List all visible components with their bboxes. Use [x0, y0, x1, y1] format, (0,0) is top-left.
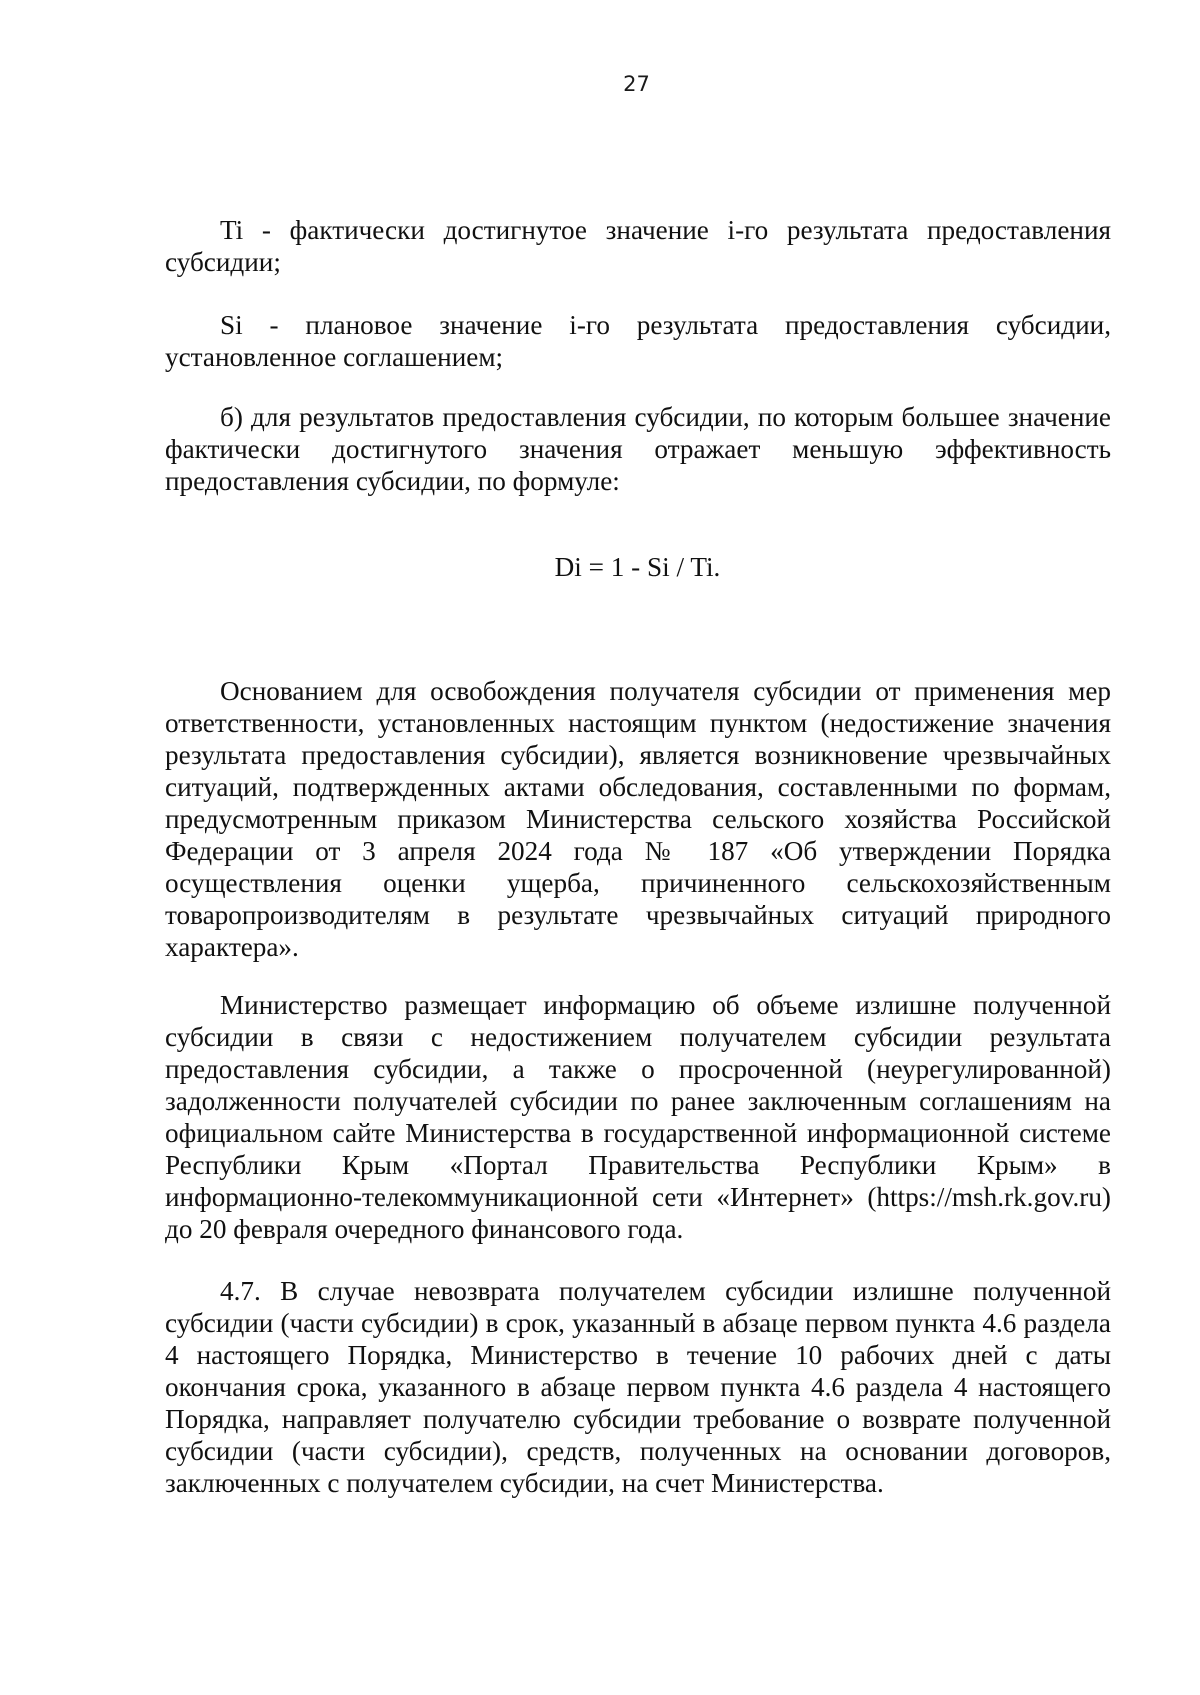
- paragraph-section-4-7: 4.7. В случае невозврата получателем субсидии излишне полученной субсидии (части субсидии) в срок, указанный в абзаце первом пункта 4.6 раздела 4 настоящего Порядка, Министерство в течение 10 рабочих дней с даты окончания срока, указанного в абзаце первом пункта 4.6 раздела 4 настоящего Порядка, направляет получателю субсидии требование о возврате полученной субсидии (части субсидии), средств, полученных на основании договоров, заключенных с получателем субсидии, на счет Министерства.: [165, 1276, 1111, 1499]
- page-number: 27: [623, 72, 650, 96]
- paragraph-exemption-basis: Основанием для освобождения получателя субсидии от применения мер ответственности, установленных настоящим пунктом (недостижение значения результата предоставления субсидии), является возникновение чрезвычайных ситуаций, подтвержденных актами обследования, составленными по формам, предусмотренным приказом Министерства сельского хозяйства Российской Федерации от 3 апреля 2024 года № 187 «Об утверждении Порядка осуществления оценки ущерба, причиненного сельскохозяйственным товаропроизводителям в результате чрезвычайных ситуаций природного характера».: [165, 676, 1111, 963]
- paragraph-si-definition: Si - плановое значение i-го результата предоставления субсидии, установленное соглашением;: [165, 310, 1111, 373]
- paragraph-ti-definition: Ti - фактически достигнутое значение i-го результата предоставления субсидии;: [165, 215, 1111, 278]
- paragraph-formula-intro: б) для результатов предоставления субсидии, по которым большее значение фактически достигнутого значения отражает меньшую эффективность предоставления субсидии, по формуле:: [165, 402, 1111, 497]
- formula: Di = 1 - Si / Ti.: [554, 552, 721, 582]
- paragraph-ministry-publishes: Министерство размещает информацию об объеме излишне полученной субсидии в связи с недостижением получателем субсидии результата предоставления субсидии, а также о просроченной (неурегулированной) задолженности получателей субсидии по ранее заключенным соглашениям на официальном сайте Министерства в государственной информационной системе Республики Крым «Портал Правительства Республики Крым» в информационно-телекоммуникационной сети «Интернет» (https://msh.rk.gov.ru) до 20 февраля очередного финансового года.: [165, 990, 1111, 1245]
